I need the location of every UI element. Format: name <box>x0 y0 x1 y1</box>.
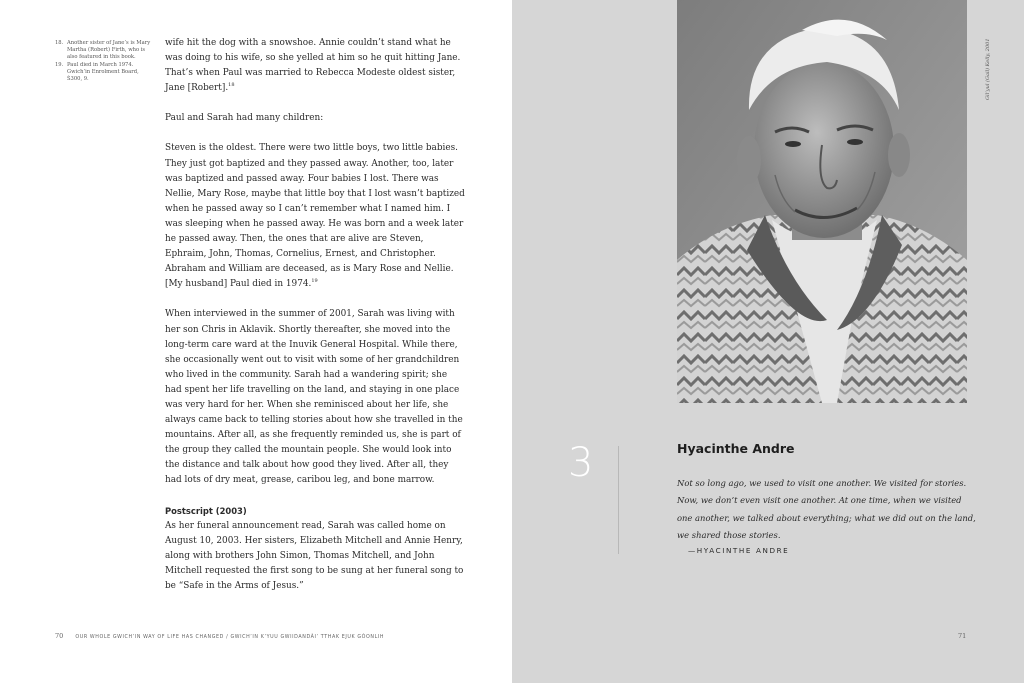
note-reference[interactable]: 18 <box>228 82 235 89</box>
postscript-paragraph: As her funeral announcement read, Sarah was called home on August 10, 2003. Her sisters, Elizabeth Mitchell and Annie Henry, along with brothers John Simon, Thomas Mitchell, and John Mitchell requested the first song to be sung at her funeral song to be “Safe in the Arms of Jesus.” <box>165 520 464 591</box>
photo-credit: Gil’yul (Gail) Kelly, 2001 <box>985 38 991 100</box>
footnotes <box>55 40 155 84</box>
page-number-right: 71 <box>958 632 967 640</box>
running-head: OUR WHOLE GWICH’IN WAY OF LIFE HAS CHANGED / GWICH’IN K’YUU GWIIDANDÀI’ TTHAK EJUK GÒONLIH <box>75 635 385 640</box>
postscript-heading: Postscript (2003) <box>165 505 247 516</box>
chapter-divider <box>618 446 619 554</box>
main-text-column <box>165 36 465 594</box>
footnote-19: 19. Paul died in March 1974. Gwich’in Enrolment Board, Ṡ300, 9. <box>55 62 139 82</box>
paragraph-children-quote: Steven is the oldest. There were two little boys, two little babies. They just got baptized and they passed away. Another, too, later was baptized and passed away. Four babies I lost. There was Nellie, Mary Rose, maybe that little boy that I lost wasn’t baptized when he passed away so I can’t remember what I named him. I was sleeping when he passed away. He was born and a week later he passed away. Then, the ones that are alive are Steven, Ephraim, John, Thomas, Cornelius, Ernest, and Christopher. Abraham and William are deceased, as is Mary Rose and Nellie. [My husband] Paul died in 1974.19 <box>165 143 465 290</box>
epigraph-attribution: —HYACINTHE ANDRE <box>688 546 790 555</box>
epigraph: Not so long ago, we used to visit one another. We visited for stories. Now, we don’t even visit one another. At one time, when we visited one another, we talked about everything; what we did out on the land, we shared those stories. <box>677 478 976 541</box>
note-reference[interactable]: 19 <box>311 278 318 285</box>
chapter-number: 3 <box>568 440 594 486</box>
chapter-title: Hyacinthe Andre <box>677 441 795 456</box>
paragraph-interview: When interviewed in the summer of 2001, Sarah was living with her son Chris in Aklavik. Shortly thereafter, she moved into the long-term care ward at the Inuvik General Hospital. While there, she occasionally went out to visit with some of her grandchildren who lived in the community. Sarah had a wandering spirit; she had spent her life travelling on the land, and staying in one place was very hard for her. When she reminisced about her life, she always came back to telling stories about how she travelled in the mountains. After all, as she frequently reminded us, she is part of the group they called the mountain people. She would look into the distance and talk about how good they lived. After all, they had lots of dry meat, grease, caribou leg, and bone marrow. <box>165 309 463 486</box>
paragraph-intro: wife hit the dog with a snowshoe. Annie couldn’t stand what he was doing to his wife, so she yelled at him so he quit hitting Jane. That’s when Paul was married to Rebecca Modeste oldest sister, Jane [Robert].$^{18}$ <box>165 38 461 94</box>
portrait-photo <box>677 0 967 403</box>
left-footer <box>55 632 384 640</box>
page-number-left: 70 <box>55 632 64 640</box>
paragraph-children-intro: Paul and Sarah had many children: <box>165 113 324 124</box>
footnote-18: 18. Another sister of Jane’s is Mary Martha (Robert) Firth, who is also featured in this book. <box>55 40 151 60</box>
